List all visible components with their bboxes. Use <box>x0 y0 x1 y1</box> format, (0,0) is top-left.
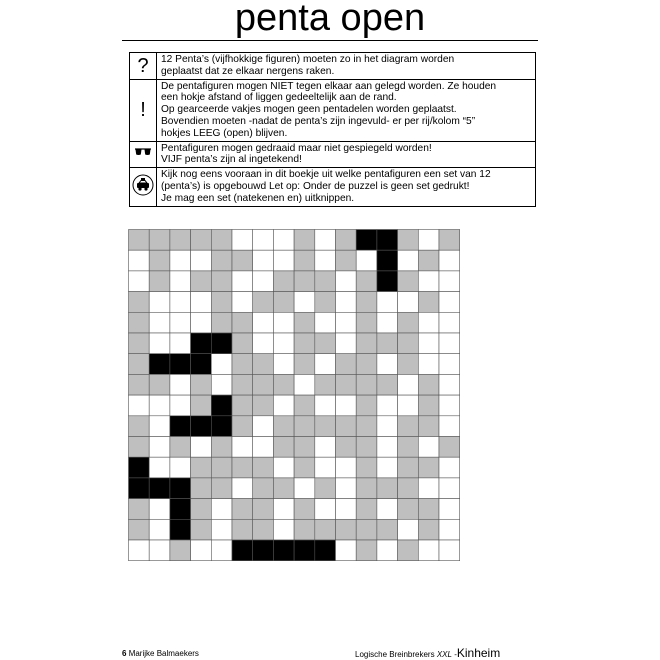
shaded-cell[interactable] <box>315 519 336 540</box>
open-cell[interactable] <box>377 499 398 520</box>
rule-row <box>130 53 536 80</box>
shaded-cell[interactable] <box>253 395 274 416</box>
shaded-cell[interactable] <box>398 312 419 333</box>
shaded-cell[interactable] <box>191 395 212 416</box>
filled-cell[interactable] <box>211 333 232 354</box>
shaded-cell[interactable] <box>315 478 336 499</box>
open-cell[interactable] <box>273 519 294 540</box>
shaded-cell[interactable] <box>211 292 232 313</box>
shaded-cell[interactable] <box>356 499 377 520</box>
shaded-cell[interactable] <box>398 540 419 561</box>
shaded-cell[interactable] <box>149 271 170 292</box>
open-cell[interactable] <box>315 437 336 458</box>
series-edition: XXL <box>436 650 452 659</box>
shaded-cell[interactable] <box>418 250 439 271</box>
shaded-cell[interactable] <box>398 333 419 354</box>
footer-author <box>122 649 199 658</box>
open-cell[interactable] <box>253 312 274 333</box>
open-cell[interactable] <box>336 333 357 354</box>
filled-cell[interactable] <box>273 540 294 561</box>
shaded-cell[interactable] <box>294 333 315 354</box>
shaded-cell[interactable] <box>253 519 274 540</box>
shaded-cell[interactable] <box>232 416 253 437</box>
shaded-cell[interactable] <box>418 374 439 395</box>
open-cell[interactable] <box>439 333 460 354</box>
shaded-cell[interactable] <box>129 374 150 395</box>
shaded-cell[interactable] <box>294 395 315 416</box>
shaded-cell[interactable] <box>232 519 253 540</box>
open-cell[interactable] <box>398 519 419 540</box>
open-cell[interactable] <box>149 416 170 437</box>
open-cell[interactable] <box>439 354 460 375</box>
shaded-cell[interactable] <box>398 271 419 292</box>
rule-line: Kijk nog eens vooraan in dit boekje uit welke pentafiguren een set van 12 <box>161 169 491 181</box>
shaded-cell[interactable] <box>129 519 150 540</box>
shaded-cell[interactable] <box>232 354 253 375</box>
open-cell[interactable] <box>232 292 253 313</box>
open-cell[interactable] <box>149 540 170 561</box>
shaded-cell[interactable] <box>377 333 398 354</box>
open-cell[interactable] <box>232 271 253 292</box>
shaded-cell[interactable] <box>129 333 150 354</box>
open-cell[interactable] <box>149 519 170 540</box>
open-cell[interactable] <box>336 312 357 333</box>
shaded-cell[interactable] <box>232 395 253 416</box>
rules-table <box>129 52 536 207</box>
open-cell[interactable] <box>149 333 170 354</box>
open-cell[interactable] <box>336 540 357 561</box>
shaded-cell[interactable] <box>398 478 419 499</box>
rule-row <box>130 168 536 206</box>
shaded-cell[interactable] <box>294 457 315 478</box>
open-cell[interactable] <box>377 540 398 561</box>
shaded-cell[interactable] <box>356 457 377 478</box>
open-cell[interactable] <box>149 395 170 416</box>
rule-line: 12 Penta’s (vijfhokkige figuren) moeten zo in het diagram worden <box>161 54 455 65</box>
page-title: penta open <box>234 0 426 39</box>
shaded-cell[interactable] <box>129 230 150 251</box>
open-cell[interactable] <box>439 292 460 313</box>
shaded-cell[interactable] <box>336 230 357 251</box>
open-cell[interactable] <box>253 230 274 251</box>
open-cell[interactable] <box>253 416 274 437</box>
open-cell[interactable] <box>377 312 398 333</box>
filled-cell[interactable] <box>377 250 398 271</box>
open-cell[interactable] <box>273 250 294 271</box>
open-cell[interactable] <box>170 395 191 416</box>
shaded-cell[interactable] <box>398 437 419 458</box>
rule-text <box>157 141 536 168</box>
shaded-cell[interactable] <box>211 271 232 292</box>
shaded-cell[interactable] <box>129 354 150 375</box>
open-cell[interactable] <box>336 457 357 478</box>
open-cell[interactable] <box>418 333 439 354</box>
filled-cell[interactable] <box>232 540 253 561</box>
shaded-cell[interactable] <box>191 457 212 478</box>
open-cell[interactable] <box>170 457 191 478</box>
open-cell[interactable] <box>232 478 253 499</box>
rule-line: een hokje afstand of liggen gedeeltelijk aan de rand. <box>161 92 397 104</box>
shaded-cell[interactable] <box>418 395 439 416</box>
open-cell[interactable] <box>273 395 294 416</box>
shaded-cell[interactable] <box>273 292 294 313</box>
shaded-cell[interactable] <box>191 230 212 251</box>
open-cell[interactable] <box>398 250 419 271</box>
open-cell[interactable] <box>377 437 398 458</box>
shaded-cell[interactable] <box>418 457 439 478</box>
rule-row <box>130 79 536 141</box>
open-cell[interactable] <box>377 416 398 437</box>
shaded-cell[interactable] <box>129 416 150 437</box>
rule-line: VIJF penta’s zijn al ingetekend! <box>161 154 302 166</box>
shaded-cell[interactable] <box>232 333 253 354</box>
shaded-cell[interactable] <box>273 416 294 437</box>
shaded-cell[interactable] <box>315 271 336 292</box>
open-cell[interactable] <box>439 499 460 520</box>
open-cell[interactable] <box>336 271 357 292</box>
open-cell[interactable] <box>398 292 419 313</box>
shaded-cell[interactable] <box>336 416 357 437</box>
open-cell[interactable] <box>211 374 232 395</box>
rule-text <box>157 53 536 80</box>
shaded-cell[interactable] <box>336 250 357 271</box>
filled-cell[interactable] <box>356 230 377 251</box>
shaded-cell[interactable] <box>211 437 232 458</box>
shaded-cell[interactable] <box>356 292 377 313</box>
filled-cell[interactable] <box>191 354 212 375</box>
shaded-cell[interactable] <box>253 478 274 499</box>
shaded-cell[interactable] <box>356 333 377 354</box>
shaded-cell[interactable] <box>356 312 377 333</box>
shaded-cell[interactable] <box>211 478 232 499</box>
filled-cell[interactable] <box>315 540 336 561</box>
rule-text <box>157 79 536 141</box>
open-cell[interactable] <box>439 540 460 561</box>
open-cell[interactable] <box>191 540 212 561</box>
shaded-cell[interactable] <box>294 416 315 437</box>
shaded-cell[interactable] <box>191 499 212 520</box>
shaded-cell[interactable] <box>211 230 232 251</box>
filled-cell[interactable] <box>170 478 191 499</box>
open-cell[interactable] <box>273 499 294 520</box>
shaded-cell[interactable] <box>398 499 419 520</box>
open-cell[interactable] <box>129 250 150 271</box>
open-cell[interactable] <box>273 333 294 354</box>
open-cell[interactable] <box>191 437 212 458</box>
open-cell[interactable] <box>315 250 336 271</box>
open-cell[interactable] <box>418 478 439 499</box>
rule-line: hokjes LEEG (open) blijven. <box>161 127 288 139</box>
title-divider <box>122 40 538 41</box>
open-cell[interactable] <box>149 437 170 458</box>
filled-cell[interactable] <box>294 540 315 561</box>
rule-row <box>130 141 536 168</box>
shaded-cell[interactable] <box>294 312 315 333</box>
open-cell[interactable] <box>418 354 439 375</box>
open-cell[interactable] <box>191 312 212 333</box>
shaded-cell[interactable] <box>129 499 150 520</box>
shaded-cell[interactable] <box>398 416 419 437</box>
open-cell[interactable] <box>398 374 419 395</box>
rule-line: Op gearceerde vakjes mogen geen pentadelen worden geplaatst. <box>161 104 457 116</box>
shaded-cell[interactable] <box>439 437 460 458</box>
shaded-cell[interactable] <box>170 437 191 458</box>
open-cell[interactable] <box>418 271 439 292</box>
rule-line: Pentafiguren mogen gedraaid maar niet gespiegeld worden! <box>161 142 432 154</box>
shaded-cell[interactable] <box>418 499 439 520</box>
open-cell[interactable] <box>377 457 398 478</box>
open-cell[interactable] <box>149 312 170 333</box>
shaded-cell[interactable] <box>418 292 439 313</box>
filled-cell[interactable] <box>377 271 398 292</box>
filled-cell[interactable] <box>170 499 191 520</box>
shaded-cell[interactable] <box>356 354 377 375</box>
rule-line: De pentafiguren mogen NIET tegen elkaar aan gelegd worden. Ze houden <box>161 80 497 92</box>
open-cell[interactable] <box>315 230 336 251</box>
shaded-cell[interactable] <box>232 457 253 478</box>
open-cell[interactable] <box>439 250 460 271</box>
shaded-cell[interactable] <box>418 519 439 540</box>
open-cell[interactable] <box>170 333 191 354</box>
filled-cell[interactable] <box>149 354 170 375</box>
open-cell[interactable] <box>273 230 294 251</box>
shaded-cell[interactable] <box>294 499 315 520</box>
open-cell[interactable] <box>418 540 439 561</box>
open-cell[interactable] <box>211 499 232 520</box>
shaded-cell[interactable] <box>232 499 253 520</box>
open-cell[interactable] <box>336 292 357 313</box>
publisher-name: Kinheim <box>456 646 501 660</box>
open-cell[interactable] <box>315 499 336 520</box>
series-title: Logische Breinbrekers <box>355 650 435 659</box>
open-cell[interactable] <box>170 292 191 313</box>
author-name: Marijke Balmaekers <box>128 649 199 658</box>
open-cell[interactable] <box>315 395 336 416</box>
shaded-cell[interactable] <box>356 478 377 499</box>
open-cell[interactable] <box>149 292 170 313</box>
exclamation-mark-icon: ! <box>130 79 157 141</box>
open-cell[interactable] <box>418 437 439 458</box>
shaded-cell[interactable] <box>377 519 398 540</box>
shaded-cell[interactable] <box>377 478 398 499</box>
shaded-cell[interactable] <box>253 354 274 375</box>
filled-cell[interactable] <box>191 333 212 354</box>
filled-cell[interactable] <box>170 354 191 375</box>
open-cell[interactable] <box>377 292 398 313</box>
rule-line: Je mag een set (natekenen en) uitknippen. <box>161 192 355 204</box>
shaded-cell[interactable] <box>191 374 212 395</box>
shaded-cell[interactable] <box>253 292 274 313</box>
shaded-cell[interactable] <box>232 312 253 333</box>
taxi-icon <box>130 168 157 206</box>
open-cell[interactable] <box>129 395 150 416</box>
open-cell[interactable] <box>211 540 232 561</box>
shaded-cell[interactable] <box>336 519 357 540</box>
puzzle-grid <box>128 229 460 561</box>
open-cell[interactable] <box>439 374 460 395</box>
question-mark-icon: ? <box>130 53 157 80</box>
shaded-cell[interactable] <box>129 312 150 333</box>
rule-text <box>157 168 536 206</box>
open-cell[interactable] <box>377 395 398 416</box>
filled-cell[interactable] <box>149 478 170 499</box>
open-cell[interactable] <box>336 499 357 520</box>
open-cell[interactable] <box>439 312 460 333</box>
open-cell[interactable] <box>170 374 191 395</box>
open-cell[interactable] <box>418 312 439 333</box>
shaded-cell[interactable] <box>315 416 336 437</box>
shaded-cell[interactable] <box>356 374 377 395</box>
shaded-cell[interactable] <box>253 374 274 395</box>
shaded-cell[interactable] <box>273 374 294 395</box>
shaded-cell[interactable] <box>377 374 398 395</box>
open-cell[interactable] <box>170 312 191 333</box>
shaded-cell[interactable] <box>211 312 232 333</box>
shaded-cell[interactable] <box>398 457 419 478</box>
shaded-cell[interactable] <box>398 354 419 375</box>
shaded-cell[interactable] <box>149 250 170 271</box>
shaded-cell[interactable] <box>149 374 170 395</box>
open-cell[interactable] <box>273 457 294 478</box>
open-cell[interactable] <box>439 519 460 540</box>
shaded-cell[interactable] <box>294 271 315 292</box>
shaded-cell[interactable] <box>315 374 336 395</box>
open-cell[interactable] <box>294 374 315 395</box>
open-cell[interactable] <box>253 333 274 354</box>
shaded-cell[interactable] <box>211 250 232 271</box>
shaded-cell[interactable] <box>356 395 377 416</box>
shaded-cell[interactable] <box>232 374 253 395</box>
filled-cell[interactable] <box>377 230 398 251</box>
shaded-cell[interactable] <box>129 292 150 313</box>
open-cell[interactable] <box>211 354 232 375</box>
shaded-cell[interactable] <box>191 478 212 499</box>
shaded-cell[interactable] <box>273 271 294 292</box>
open-cell[interactable] <box>232 437 253 458</box>
open-cell[interactable] <box>129 540 150 561</box>
open-cell[interactable] <box>170 250 191 271</box>
shaded-cell[interactable] <box>294 519 315 540</box>
shaded-cell[interactable] <box>356 519 377 540</box>
open-cell[interactable] <box>439 416 460 437</box>
shaded-cell[interactable] <box>191 519 212 540</box>
open-cell[interactable] <box>211 519 232 540</box>
shaded-cell[interactable] <box>356 437 377 458</box>
shaded-cell[interactable] <box>191 271 212 292</box>
open-cell[interactable] <box>377 354 398 375</box>
filled-cell[interactable] <box>191 416 212 437</box>
open-cell[interactable] <box>418 230 439 251</box>
open-cell[interactable] <box>253 437 274 458</box>
open-cell[interactable] <box>315 457 336 478</box>
shaded-cell[interactable] <box>170 230 191 251</box>
sunglasses-icon <box>130 141 157 168</box>
open-cell[interactable] <box>129 271 150 292</box>
open-cell[interactable] <box>191 292 212 313</box>
open-cell[interactable] <box>273 312 294 333</box>
filled-cell[interactable] <box>211 416 232 437</box>
rule-line: (penta’s) is opgebouwd Let op: Onder de puzzel is geen set gedrukt! <box>161 180 470 192</box>
open-cell[interactable] <box>191 250 212 271</box>
shaded-cell[interactable] <box>273 437 294 458</box>
open-cell[interactable] <box>439 271 460 292</box>
shaded-cell[interactable] <box>232 250 253 271</box>
open-cell[interactable] <box>315 312 336 333</box>
open-cell[interactable] <box>398 395 419 416</box>
open-cell[interactable] <box>253 271 274 292</box>
rule-line: Bovendien moeten -nadat de penta’s zijn ingevuld- er per rij/kolom “5” <box>161 115 476 127</box>
open-cell[interactable] <box>336 395 357 416</box>
shaded-cell[interactable] <box>356 416 377 437</box>
open-cell[interactable] <box>439 395 460 416</box>
filled-cell[interactable] <box>129 478 150 499</box>
shaded-cell[interactable] <box>170 540 191 561</box>
shaded-cell[interactable] <box>356 540 377 561</box>
shaded-cell[interactable] <box>211 457 232 478</box>
open-cell[interactable] <box>439 478 460 499</box>
open-cell[interactable] <box>170 271 191 292</box>
shaded-cell[interactable] <box>294 354 315 375</box>
shaded-cell[interactable] <box>273 478 294 499</box>
filled-cell[interactable] <box>129 457 150 478</box>
shaded-cell[interactable] <box>336 437 357 458</box>
open-cell[interactable] <box>294 292 315 313</box>
filled-cell[interactable] <box>253 540 274 561</box>
shaded-cell[interactable] <box>418 416 439 437</box>
open-cell[interactable] <box>439 457 460 478</box>
page-number: 6 <box>122 649 127 658</box>
shaded-cell[interactable] <box>398 230 419 251</box>
open-cell[interactable] <box>149 457 170 478</box>
filled-cell[interactable] <box>170 519 191 540</box>
open-cell[interactable] <box>315 354 336 375</box>
rule-line: geplaatst dat ze elkaar nergens raken. <box>161 65 335 77</box>
shaded-cell[interactable] <box>129 437 150 458</box>
shaded-cell[interactable] <box>315 292 336 313</box>
shaded-cell[interactable] <box>315 333 336 354</box>
shaded-cell[interactable] <box>336 374 357 395</box>
open-cell[interactable] <box>294 478 315 499</box>
open-cell[interactable] <box>356 250 377 271</box>
open-cell[interactable] <box>273 354 294 375</box>
shaded-cell[interactable] <box>336 354 357 375</box>
open-cell[interactable] <box>149 499 170 520</box>
filled-cell[interactable] <box>211 395 232 416</box>
shaded-cell[interactable] <box>149 230 170 251</box>
open-cell[interactable] <box>336 478 357 499</box>
open-cell[interactable] <box>232 230 253 251</box>
footer-series: Logische Breinbrekers XXL -Kinheim <box>355 646 501 660</box>
shaded-cell[interactable] <box>294 250 315 271</box>
shaded-cell[interactable] <box>294 230 315 251</box>
shaded-cell[interactable] <box>356 271 377 292</box>
shaded-cell[interactable] <box>439 230 460 251</box>
shaded-cell[interactable] <box>253 499 274 520</box>
filled-cell[interactable] <box>170 416 191 437</box>
shaded-cell[interactable] <box>253 457 274 478</box>
open-cell[interactable] <box>253 250 274 271</box>
shaded-cell[interactable] <box>294 437 315 458</box>
